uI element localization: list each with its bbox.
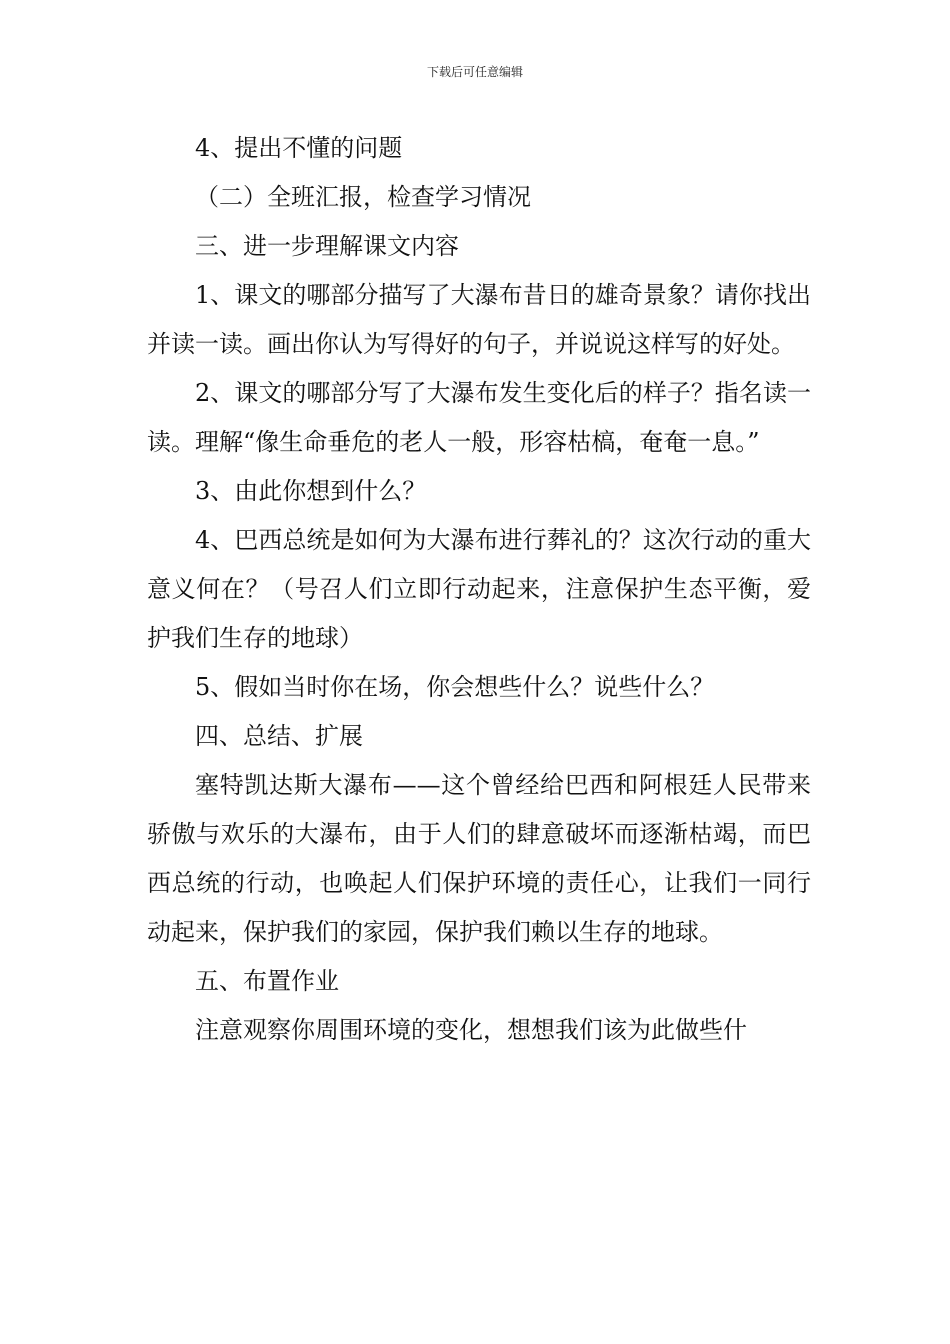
section-heading: 五、布置作业 bbox=[195, 967, 339, 995]
page-header: 下载后可任意编辑 bbox=[426, 65, 523, 79]
paragraph: 5、假如当时你在场，你会想些什么？说些什么？ bbox=[195, 673, 715, 701]
paragraph: （二）全班汇报，检查学习情况 bbox=[195, 183, 531, 211]
paragraph: 4、提出不懂的问题 bbox=[195, 134, 403, 162]
section-heading: 三、进一步理解课文内容 bbox=[195, 232, 459, 260]
paragraph: 注意观察你周围环境的变化，想想我们该为此做些什 bbox=[195, 1016, 747, 1044]
paragraph: 塞特凯达斯大瀑布——这个曾经给巴西和阿根廷人民带来骄傲与欢乐的大瀑布，由于人们的肆意破坏而逐渐枯竭，而巴西总统的行动，也唤起人们保护环境的责任心，让我们一同行动起来，保护我们的家园，保护我们赖以生存的地球。 bbox=[147, 771, 811, 946]
paragraph: 3、由此你想到什么？ bbox=[195, 477, 427, 505]
paragraph: 2、课文的哪部分写了大瀑布发生变化后的样子？指名读一读。理解“像生命垂危的老人一般，形容枯槁，奄奄一息。” bbox=[147, 379, 811, 456]
document-body bbox=[147, 124, 811, 1055]
section-heading: 四、总结、扩展 bbox=[195, 722, 363, 750]
paragraph: 4、巴西总统是如何为大瀑布进行葬礼的？这次行动的重大意义何在？（号召人们立即行动起来，注意保护生态平衡，爱护我们生存的地球） bbox=[147, 526, 811, 652]
paragraph: 1、课文的哪部分描写了大瀑布昔日的雄奇景象？请你找出并读一读。画出你认为写得好的句子，并说说这样写的好处。 bbox=[147, 281, 811, 358]
